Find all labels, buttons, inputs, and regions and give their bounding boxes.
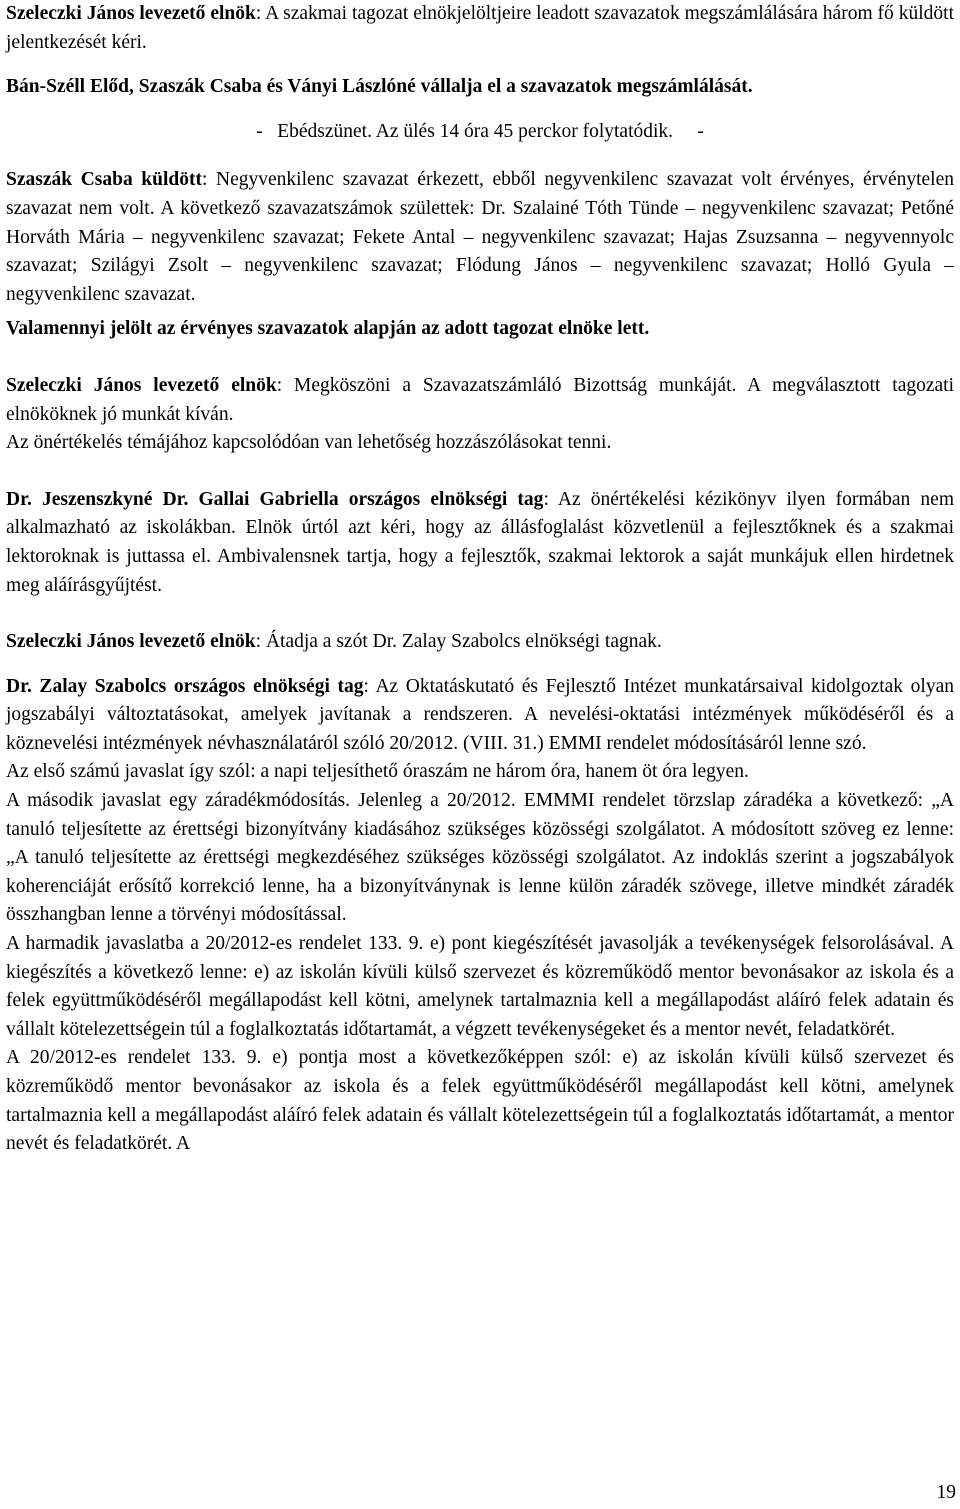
speech-text: : Átadja a szót Dr. Zalay Szabolcs elnökségi tagnak.	[255, 631, 662, 653]
paragraph-first-proposal: Az első számú javaslat így szól: a napi teljesíthető óraszám ne három óra, hanem öt óra legyen.	[6, 761, 749, 783]
speaker-name: Szeleczki János levezető elnök	[6, 3, 256, 24]
speech-text: : Negyvenkilenc szavazat érkezett, ebből negyvenkilenc szavazat volt érvényes, érvénytelen szavazat nem volt. A következő szavazatszámok születtek: Dr. Szalainé Tóth Tünde – negyvenkilenc szavazat; Petőné Horváth Mária – negyvenkilenc szavazat; Fekete Antal – negyvenkilenc szavazat; Hajas Zsuzsanna – negyvennyolc szavazat; Szilágyi Zsolt – negyvenkilenc szavazat; Flódung János – negyvenkilenc szavazat; Holló Gyula – negyvenkilenc szavazat.	[6, 169, 954, 305]
speaker-name: Szeleczki János levezető elnök	[6, 374, 277, 396]
page-number: 19	[936, 1482, 956, 1503]
paragraph-zalay	[6, 673, 954, 759]
speech-text: : Az önértékelési kézikönyv ilyen formában nem alkalmazható az iskolákban. Elnök úrtól azt kéri, hogy az állásfoglalást közvetlenül a fejlesztőknek és a szakmai lektoroknak is juttassa el. Ambivalensnek tartja, hogy a fejlesztők, szakmai lektorok a saját munkájuk ellen hirdetnek meg aláírásgyűjtést.	[6, 488, 954, 596]
speaker-name: Dr. Zalay Szabolcs országos elnökségi tag	[6, 675, 364, 697]
paragraph-chair-handover	[6, 628, 954, 657]
paragraph-election-result: Valamennyi jelölt az érvényes szavazatok alapján az adott tagozat elnöke lett.	[6, 318, 650, 340]
lunch-break-line: - Ebédszünet. Az ülés 14 óra 45 perckor folytatódik. -	[256, 120, 704, 142]
paragraph-counters: Bán-Széll Előd, Szaszák Csaba és Ványi Lászlóné vállalja el a szavazatok megszámlálását.	[6, 76, 753, 98]
speech-text: : Az Oktatáskutató és Fejlesztő Intézet munkatársaival kidolgoztak olyan jogszabályi változtatásokat, amelyek javítanak a rendszeren. A nevelési-oktatási intézmények működéséről és a köznevelési intézmények névhasználatáról szóló 20/2012. (VIII. 31.) EMMI rendelet módosításáról lenne szó.	[6, 675, 954, 754]
document-page	[6, 0, 954, 1159]
paragraph-second-proposal: A második javaslat egy záradékmódosítás. Jelenleg a 20/2012. EMMMI rendelet törzslap záradéka a következő: „A tanuló teljesítette az érettségi bizonyítvány kiadásához szükséges közösségi szolgálatot. A módosított szöveg ez lenne: „A tanuló teljesítette az érettségi megkezdéséhez szükséges közösségi szolgálatot. Az indoklás szerint a jogszabályok koherenciáját erősítő korrekció lenne, ha a bizonyítványnak is lenne külön záradék szövege, illetve mindkét záradék összhangban lenne a törvényi módosítással.	[6, 790, 954, 926]
paragraph-chair-thanks	[6, 372, 954, 429]
speech-text: : Megköszöni a Szavazatszámláló Bizottság munkáját. A megválasztott tagozati elnököknek jó munkát kíván.	[6, 374, 954, 425]
speech-text: : A szakmai tagozat elnökjelöltjeire leadott szavazatok megszámlálására három fő küldött jelentkezését kéri.	[6, 3, 954, 53]
paragraph-gallai	[6, 486, 954, 600]
speaker-name: Dr. Jeszenszkyné Dr. Gallai Gabriella országos elnökségi tag	[6, 488, 544, 510]
speaker-name: Szeleczki János levezető elnök	[6, 631, 256, 653]
paragraph-chair-vote-count	[6, 0, 954, 57]
speaker-name: Szaszák Csaba küldött	[6, 169, 202, 191]
paragraph-current-rule: A 20/2012-es rendelet 133. 9. e) pontja most a következőképpen szól: e) az iskolán kívüli külső szervezet és közreműködő mentor bevonásakor az iskola és a felek együttműködéséről megállapodást kell kötni, amelynek tartalmaznia kell a megállapodást aláíró felek adatain és vállalt kötelezettségein túl a foglalkoztatás időtartamát, a mentor nevét és feladatkörét. A	[6, 1047, 954, 1155]
paragraph-vote-results	[6, 166, 954, 309]
paragraph-self-assessment: Az önértékelés témájához kapcsolódóan van lehetőség hozzászólásokat tenni.	[6, 432, 612, 454]
paragraph-third-proposal: A harmadik javaslatba a 20/2012-es rendelet 133. 9. e) pont kiegészítését javasolják a tevékenységek felsorolásával. A kiegészítés a következő lenne: e) az iskolán kívüli külső szervezet és közreműködő mentor bevonásakor az iskola és a felek együttműködéséről megállapodást kell kötni, amelynek tartalmaznia kell a megállapodást aláíró felek adatain és vállalt kötelezettségein túl a foglalkoztatás időtartamát, a végzett tevékenységeket és a mentor nevét, feladatkörét.	[6, 933, 954, 1040]
